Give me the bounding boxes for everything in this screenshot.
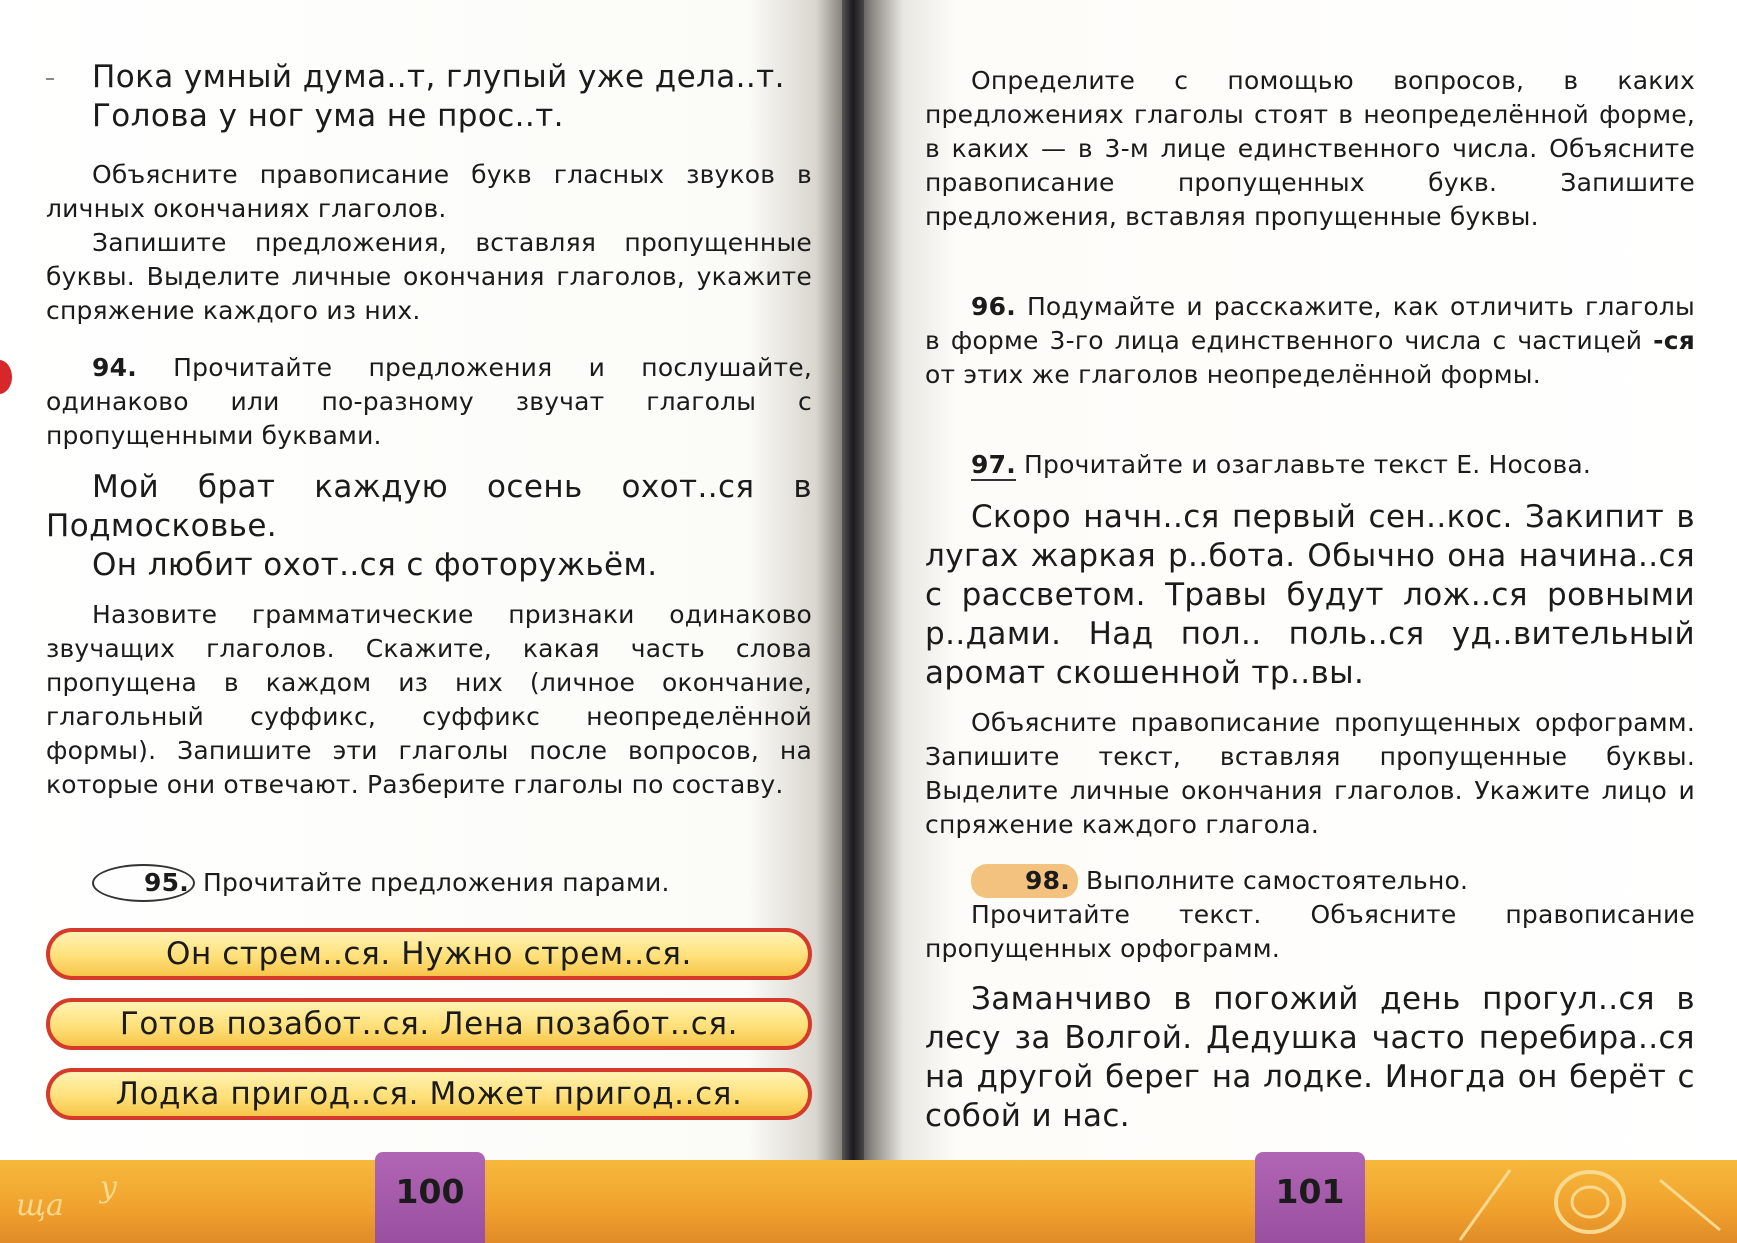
instructions-block-3: [925, 64, 1695, 234]
right-page: [850, 0, 1737, 1160]
reading-text: Скоро начн..ся первый сен..кос. Закипит в лугах жаркая р..бота. Обычно она начина..ся с рассветом. Травы будут лож..ся ровными р..дами. Над пол.. поль..ся уд..вительный аромат скошенной тр..вы.: [925, 499, 1695, 691]
footer-decoration-swirl: [1420, 1160, 1737, 1243]
footer-decoration-letters: у: [100, 1170, 118, 1205]
instruction-text: Объясните правописание букв гласных звуков в личных окончаниях глаголов.: [46, 160, 812, 223]
exercise-number: 97.: [971, 450, 1016, 479]
instruction-text: Объясните правописание пропущенных орфограмм. Запишите текст, вставляя пропущенные буквы. Выделите личные окончания глаголов. Укажите лицо и спряжение каждого глагола.: [925, 708, 1695, 839]
exercise-97: [925, 448, 1695, 482]
exercise-task: Подумайте и расскажите, как отличить глаголы в форме 3-го лица единственного числа с частицей: [925, 292, 1695, 355]
instruction-text: Запишите предложения, вставляя пропущенные буквы. Выделите личные окончания глаголов, укажите спряжение каждого из них.: [46, 228, 812, 325]
exercise-number: 94.: [92, 353, 137, 382]
exercise-task: Выполните самостоятельно.: [1086, 866, 1469, 895]
proverbs: [46, 58, 812, 136]
exercise-98: [925, 864, 1695, 966]
proverb-line-2: Голова у ног ума не прос..т.: [92, 98, 564, 134]
instructions-block-1: [46, 158, 812, 328]
page-number-100: 100: [375, 1152, 485, 1243]
page-footer: [0, 1160, 1737, 1243]
exercise-95: [46, 864, 812, 902]
instruction-text: Прочитайте текст. Объясните правописание пропущенных орфограмм.: [925, 900, 1695, 963]
instructions-block-2: [46, 598, 812, 802]
sentence-pair-pill: Он стрем..ся. Нужно стрем..ся.: [46, 928, 812, 980]
reading-text: Заманчиво в погожий день прогул..ся в лесу за Волгой. Дедушка часто перебира..ся на другой берег на лодке. Иногда он берёт с собой и нас.: [925, 981, 1695, 1134]
exercise-task: от этих же глаголов неопределённой формы.: [925, 360, 1541, 389]
instruction-text: Назовите грамматические признаки одинаково звучащих глаголов. Скажите, какая часть слова пропущена в каждом из них (личное окончание, глагольный суффикс, суффикс неопределённой формы). Запишите эти глаголы после вопросов, на которые они отвечают. Разберите глаголы по составу.: [46, 600, 812, 799]
footer-decoration-letters: ща: [16, 1188, 64, 1223]
page-marker-dot: [0, 360, 12, 394]
book-spine: [842, 0, 864, 1243]
text-98: [925, 980, 1695, 1136]
sentence: Мой брат каждую осень охот..ся в Подмосковье.: [46, 469, 812, 544]
sentence: Он любит охот..ся с фоторужьём.: [92, 547, 658, 583]
exercise-94: [46, 351, 812, 453]
sentences-94: [46, 468, 812, 585]
exercise-task: Прочитайте предложения и послушайте, одинаково или по-разному звучат глаголы с пропущенными буквами.: [46, 353, 812, 450]
exercise-number: 95.: [92, 864, 195, 902]
exercise-96: [925, 290, 1695, 392]
exercise-number: 96.: [971, 292, 1016, 321]
exercise-task: Прочитайте предложения парами.: [203, 868, 670, 897]
sentence-pair-pill: Лодка пригод..ся. Может пригод..ся.: [46, 1068, 812, 1120]
sentence-pair-pill: Готов позабот..ся. Лена позабот..ся.: [46, 998, 812, 1050]
exercise-task: Прочитайте и озаглавьте текст Е. Носова.: [1024, 450, 1592, 479]
particle: -ся: [1653, 326, 1695, 355]
instruction-text: Определите с помощью вопросов, в каких предложениях глаголы стоят в неопределённой форме, в каких — в 3-м лице единственного числа. Объясните правописание пропущенных букв. Запишите предложения, вставляя пропущенные буквы.: [925, 66, 1695, 231]
left-page: [0, 0, 850, 1160]
instructions-block-4: [925, 706, 1695, 842]
text-97: [925, 498, 1695, 693]
proverb-line-1: Пока умный дума..т, глупый уже дела..т.: [92, 59, 785, 95]
page-number-101: 101: [1255, 1152, 1365, 1243]
exercise-number: 98.: [971, 864, 1078, 898]
